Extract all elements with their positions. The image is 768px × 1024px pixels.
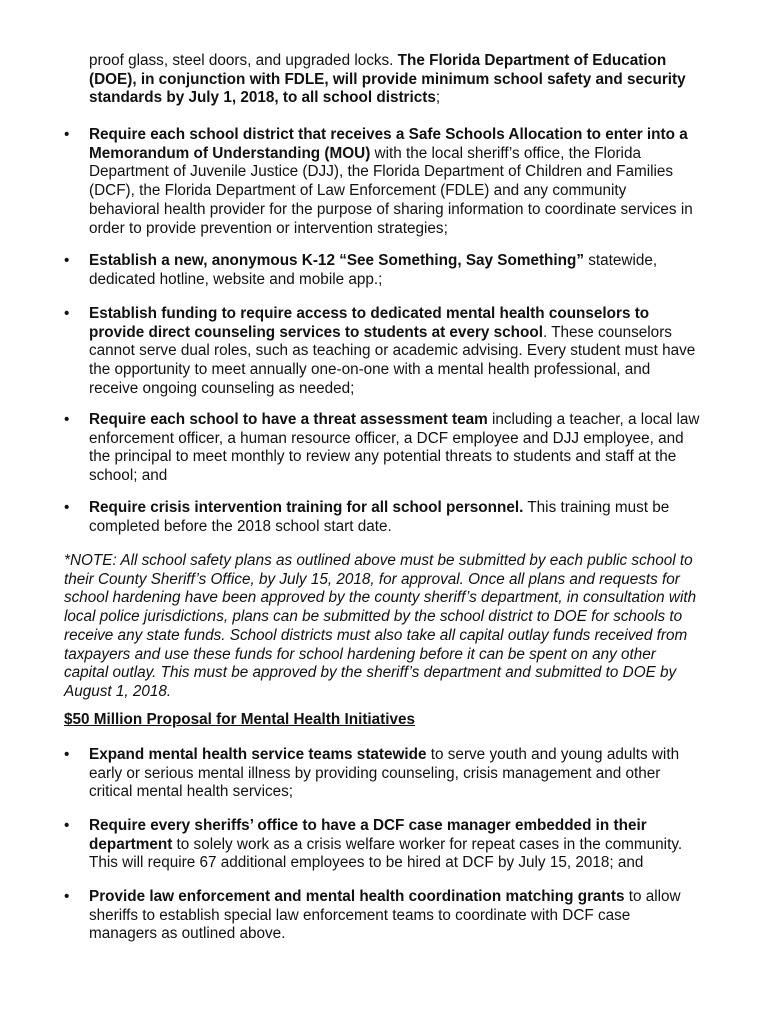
bullet-icon: • — [64, 817, 70, 834]
bullet-plain: to solely work as a crisis welfare worker for repeat cases in the community. This will require 67 additional employees to be hired at DCF by July 15, 2018; and — [89, 835, 683, 872]
bullet-icon: • — [64, 888, 70, 905]
bullet-plain: . These counselors cannot serve dual roles, such as teaching or academic advising. Every student must have the opportunity to meet annually one-on-one with a mental health professional, and receive ongoing counseling as needed; — [89, 323, 696, 397]
bullet-text — [89, 305, 701, 399]
bullet-plain: to serve youth and young adults with early or serious mental illness by providing counseling, crisis management and other critical mental health services; — [89, 746, 680, 801]
bullet-bold: Require every sheriffs’ office to have a DCF case manager embedded in their department — [89, 817, 647, 853]
bullet-icon: • — [64, 746, 70, 763]
bullet-bold: Establish funding to require access to dedicated mental health counselors to provide direct counseling services to students at every school — [89, 305, 650, 341]
bullet-plain: to allow sheriffs to establish special law enforcement teams to coordinate with DCF case managers as outlined above. — [89, 888, 681, 943]
bullet-text — [89, 252, 701, 289]
bullet-icon: • — [64, 252, 70, 269]
bullet-text — [89, 411, 701, 486]
bullet-icon: • — [64, 411, 70, 428]
intro-plain-2: ; — [435, 89, 441, 107]
bullet-text — [89, 817, 701, 873]
section-heading: $50 Million Proposal for Mental Health Initiatives — [64, 711, 416, 728]
intro-plain-1: proof glass, steel doors, and upgraded locks. — [89, 52, 398, 69]
bullet-text — [89, 888, 701, 944]
bullet-plain: including a teacher, a local law enforcement officer, a human resource officer, a DCF employee and DJJ employee, and the principal to meet monthly to review any potential threats to students and staff at the school; and — [89, 411, 700, 485]
bullet-icon: • — [64, 499, 70, 516]
intro-paragraph — [89, 52, 701, 108]
bullet-text — [89, 126, 701, 238]
note-paragraph: *NOTE: All school safety plans as outlined above must be submitted by each public school to their County Sheriff’s Office, by July 15, 2018, for approval. Once all plans and requests for school hardening have been approved by the county sheriff’s department, in consultation with local police jurisdictions, plans can be submitted by the school district to DOE for schools to receive any state funds. School districts must also take all capital outlay funds received from taxpayers and use these funds for school hardening before it can be spent on any other capital outlay. This must be approved by the sheriff’s department and submitted to DOE by August 1, 2018. — [64, 552, 697, 700]
bullet-plain: statewide, dedicated hotline, website and mobile app.; — [89, 252, 658, 288]
bullet-text — [89, 499, 701, 536]
bullet-bold: Require each school district that receives a Safe Schools Allocation to enter into a Memorandum of Understanding (MOU) — [89, 126, 688, 162]
bullet-bold: Require crisis intervention training for all school personnel. — [89, 499, 524, 516]
bullet-icon: • — [64, 305, 70, 322]
bullet-plain: with the local sheriff’s office, the Florida Department of Juvenile Justice (DJJ), the Florida Department of Children and Families (DCF), the Florida Department of Law Enforcement (FDLE) and any community behavioral health provider for the purpose of sharing information to coordinate services in order to provide prevention or intervention strategies; — [89, 144, 693, 237]
bullet-bold: Require each school to have a threat assessment team — [89, 411, 488, 428]
bullet-bold: Expand mental health service teams statewide — [89, 746, 427, 763]
bullet-plain: This training must be completed before the 2018 school start date. — [89, 499, 670, 535]
bullet-bold: Provide law enforcement and mental health coordination matching grants — [89, 888, 625, 905]
bullet-icon: • — [64, 126, 70, 143]
bullet-text — [89, 746, 701, 802]
bullet-bold: Establish a new, anonymous K-12 “See Something, Say Something” — [89, 252, 584, 269]
intro-bold: The Florida Department of Education (DOE), in conjunction with FDLE, will provide minimum school safety and security standards by July 1, 2018, to all school districts — [89, 52, 686, 107]
